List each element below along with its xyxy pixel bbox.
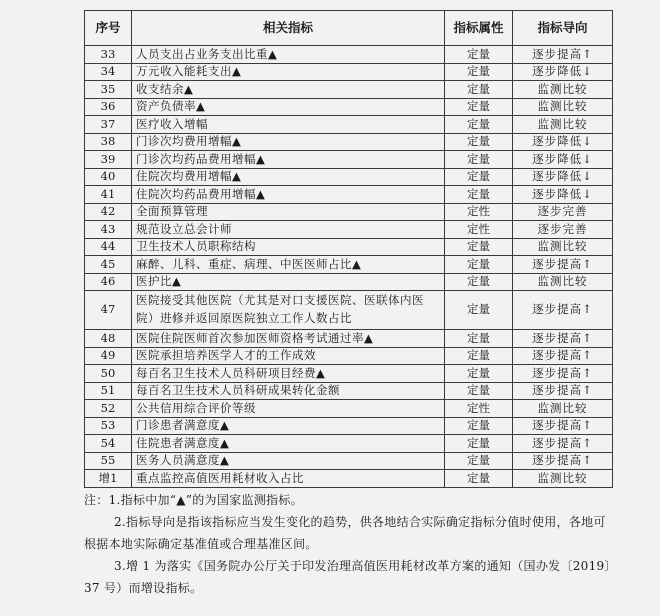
table-row — [85, 273, 613, 291]
table-row — [85, 400, 613, 418]
cell-direction: 逐步降低↓ — [513, 151, 613, 169]
cell-indicator-name: 公共信用综合评价等级 — [132, 400, 445, 418]
cell-serial-number: 43 — [85, 221, 132, 239]
cell-serial-number: 50 — [85, 365, 132, 383]
cell-indicator-name: 医院住院医师首次参加医师资格考试通过率▲ — [132, 330, 445, 348]
cell-indicator-name: 医护比▲ — [132, 273, 445, 291]
table-row — [85, 330, 613, 348]
cell-serial-number: 47 — [85, 291, 132, 330]
cell-indicator-name: 全面预算管理 — [132, 203, 445, 221]
table-header-row — [85, 11, 613, 46]
table-row — [85, 417, 613, 435]
cell-serial-number: 54 — [85, 435, 132, 453]
cell-attribute: 定量 — [445, 63, 513, 81]
table-row — [85, 221, 613, 239]
cell-attribute: 定量 — [445, 347, 513, 365]
cell-direction: 逐步降低↓ — [513, 133, 613, 151]
cell-attribute: 定量 — [445, 330, 513, 348]
table-row — [85, 63, 613, 81]
table-row — [85, 98, 613, 116]
notes-section — [84, 489, 612, 599]
cell-attribute: 定性 — [445, 400, 513, 418]
cell-attribute: 定性 — [445, 203, 513, 221]
cell-indicator-name: 医务人员满意度▲ — [132, 452, 445, 470]
cell-indicator-name: 资产负债率▲ — [132, 98, 445, 116]
cell-indicator-name: 医院承担培养医学人才的工作成效 — [132, 347, 445, 365]
cell-direction: 监测比较 — [513, 273, 613, 291]
cell-direction: 逐步提高↑ — [513, 291, 613, 330]
cell-indicator-name: 万元收入能耗支出▲ — [132, 63, 445, 81]
cell-direction: 逐步提高↑ — [513, 365, 613, 383]
cell-serial-number: 53 — [85, 417, 132, 435]
cell-direction: 监测比较 — [513, 98, 613, 116]
cell-serial-number: 42 — [85, 203, 132, 221]
cell-attribute: 定量 — [445, 365, 513, 383]
table-row — [85, 435, 613, 453]
cell-direction: 监测比较 — [513, 81, 613, 99]
table-row — [85, 116, 613, 134]
cell-serial-number: 46 — [85, 273, 132, 291]
table-row — [85, 470, 613, 488]
cell-serial-number: 41 — [85, 186, 132, 204]
table-body — [85, 46, 613, 488]
cell-direction: 逐步提高↑ — [513, 452, 613, 470]
cell-indicator-name: 人员支出占业务支出比重▲ — [132, 46, 445, 64]
cell-indicator-name: 医院接受其他医院（尤其是对口支援医院、医联体内医院）进修并返回原医院独立工作人数占比 — [132, 291, 445, 330]
cell-direction: 逐步完善 — [513, 203, 613, 221]
cell-serial-number: 51 — [85, 382, 132, 400]
cell-indicator-name: 门诊次均药品费用增幅▲ — [132, 151, 445, 169]
table-row — [85, 81, 613, 99]
cell-indicator-name: 重点监控高值医用耗材收入占比 — [132, 470, 445, 488]
cell-attribute: 定量 — [445, 273, 513, 291]
cell-direction: 逐步提高↑ — [513, 347, 613, 365]
note-1: 注：1.指标中加“▲”的为国家监测指标。 — [84, 493, 303, 507]
cell-direction: 监测比较 — [513, 470, 613, 488]
table-row — [85, 151, 613, 169]
table-row — [85, 46, 613, 64]
table-row — [85, 186, 613, 204]
cell-serial-number: 49 — [85, 347, 132, 365]
indicator-table — [84, 10, 613, 488]
table-row — [85, 382, 613, 400]
cell-indicator-name: 每百名卫生技术人员科研成果转化金额 — [132, 382, 445, 400]
table-row — [85, 365, 613, 383]
cell-attribute: 定量 — [445, 81, 513, 99]
table-row — [85, 168, 613, 186]
cell-attribute: 定量 — [445, 435, 513, 453]
cell-indicator-name: 医疗收入增幅 — [132, 116, 445, 134]
cell-direction: 逐步完善 — [513, 221, 613, 239]
cell-direction: 监测比较 — [513, 238, 613, 256]
cell-direction: 逐步提高↑ — [513, 382, 613, 400]
cell-indicator-name: 收支结余▲ — [132, 81, 445, 99]
cell-serial-number: 34 — [85, 63, 132, 81]
cell-attribute: 定量 — [445, 133, 513, 151]
note-3: 3.增 1 为落实《国务院办公厅关于印发治理高值医用耗材改革方案的通知（国办发〔2019〕37 号）而增设指标。 — [84, 559, 611, 595]
table-row — [85, 256, 613, 274]
cell-direction: 逐步提高↑ — [513, 330, 613, 348]
cell-attribute: 定量 — [445, 256, 513, 274]
cell-direction: 逐步降低↓ — [513, 63, 613, 81]
cell-serial-number: 35 — [85, 81, 132, 99]
cell-indicator-name: 麻醉、儿科、重症、病理、中医医师占比▲ — [132, 256, 445, 274]
cell-serial-number: 45 — [85, 256, 132, 274]
cell-serial-number: 38 — [85, 133, 132, 151]
cell-serial-number: 36 — [85, 98, 132, 116]
cell-indicator-name: 住院次均费用增幅▲ — [132, 168, 445, 186]
cell-attribute: 定量 — [445, 46, 513, 64]
cell-attribute: 定性 — [445, 221, 513, 239]
cell-serial-number: 33 — [85, 46, 132, 64]
cell-attribute: 定量 — [445, 98, 513, 116]
cell-indicator-name: 住院次均药品费用增幅▲ — [132, 186, 445, 204]
table-row — [85, 203, 613, 221]
cell-attribute: 定量 — [445, 382, 513, 400]
cell-direction: 逐步提高↑ — [513, 256, 613, 274]
header-serial-number: 序号 — [85, 11, 132, 46]
cell-attribute: 定量 — [445, 452, 513, 470]
header-attribute: 指标属性 — [445, 11, 513, 46]
cell-serial-number: 48 — [85, 330, 132, 348]
cell-serial-number: 39 — [85, 151, 132, 169]
cell-direction: 逐步提高↑ — [513, 435, 613, 453]
cell-attribute: 定量 — [445, 151, 513, 169]
cell-direction: 逐步提高↑ — [513, 417, 613, 435]
header-indicator: 相关指标 — [132, 11, 445, 46]
cell-attribute: 定量 — [445, 186, 513, 204]
cell-serial-number: 37 — [85, 116, 132, 134]
cell-serial-number: 44 — [85, 238, 132, 256]
table-row — [85, 452, 613, 470]
cell-serial-number: 55 — [85, 452, 132, 470]
table-row — [85, 291, 613, 330]
cell-indicator-name: 门诊患者满意度▲ — [132, 417, 445, 435]
cell-indicator-name: 规范设立总会计师 — [132, 221, 445, 239]
note-2: 2.指标导向是指该指标应当发生变化的趋势，供各地结合实际确定指标分值时使用，各地可根据本地实际确定基准值或合理基准区间。 — [84, 515, 606, 551]
cell-attribute: 定量 — [445, 168, 513, 186]
cell-indicator-name: 住院患者满意度▲ — [132, 435, 445, 453]
cell-serial-number: 增1 — [85, 470, 132, 488]
table-row — [85, 347, 613, 365]
cell-attribute: 定量 — [445, 116, 513, 134]
cell-indicator-name: 每百名卫生技术人员科研项目经费▲ — [132, 365, 445, 383]
cell-attribute: 定量 — [445, 470, 513, 488]
cell-direction: 逐步提高↑ — [513, 46, 613, 64]
cell-serial-number: 52 — [85, 400, 132, 418]
cell-direction: 逐步降低↓ — [513, 168, 613, 186]
cell-serial-number: 40 — [85, 168, 132, 186]
header-direction: 指标导向 — [513, 11, 613, 46]
cell-direction: 监测比较 — [513, 116, 613, 134]
cell-attribute: 定量 — [445, 238, 513, 256]
table-row — [85, 238, 613, 256]
cell-indicator-name: 门诊次均费用增幅▲ — [132, 133, 445, 151]
table-row — [85, 133, 613, 151]
cell-attribute: 定量 — [445, 417, 513, 435]
cell-direction: 监测比较 — [513, 400, 613, 418]
cell-indicator-name: 卫生技术人员职称结构 — [132, 238, 445, 256]
cell-attribute: 定量 — [445, 291, 513, 330]
cell-direction: 逐步降低↓ — [513, 186, 613, 204]
